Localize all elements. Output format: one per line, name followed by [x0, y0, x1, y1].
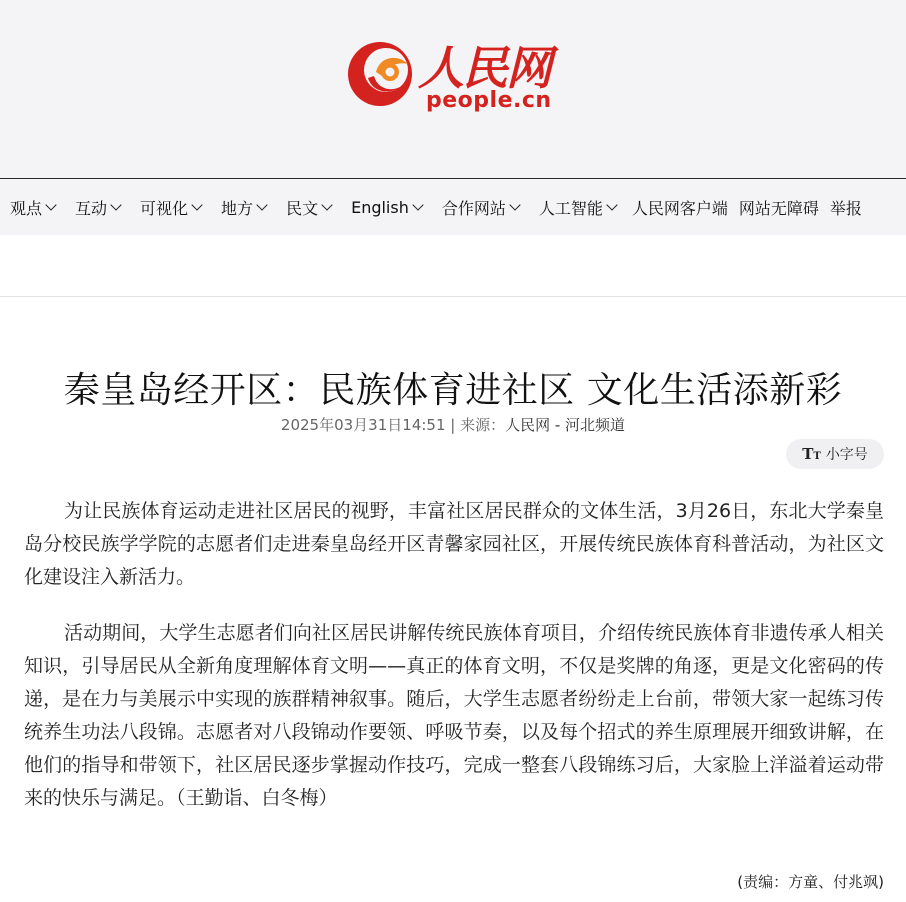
nav-item-label: English	[351, 197, 409, 217]
nav-item-label: 网站无障碍	[738, 198, 819, 218]
people-logo-icon	[346, 34, 418, 120]
chevron-down-icon	[191, 199, 202, 210]
article-body	[24, 495, 884, 838]
nav-item-english[interactable]	[351, 198, 422, 217]
nav-item-opinion[interactable]	[10, 196, 55, 219]
font-size-toggle-label: 小字号	[825, 447, 868, 463]
publish-datetime: 2025年03月31日14:51	[280, 416, 446, 434]
chevron-down-icon	[509, 199, 520, 210]
nav-item-label: 互动	[75, 198, 108, 218]
site-header	[0, 0, 906, 178]
article-meta	[0, 414, 906, 435]
nav-item-client-app[interactable]	[632, 196, 728, 219]
article-paragraph: 活动期间，大学生志愿者们向社区居民讲解传统民族体育项目，介绍传统民族体育非遗传承人相关知识，引导居民从全新角度理解体育文明——真正的体育文明，不仅是奖牌的角逐，更是文化密码的传递，是在力与美展示中实现的族群精神叙事。随后，大学生志愿者纷纷走上台前，带领大家一起练习传统养生功法八段锦。志愿者对八段锦动作要领、呼吸节奏，以及每个招式的养生原理展开细致讲解，在他们的指导和带领下，社区居民逐步掌握动作技巧，完成一整套八段锦练习后，大家脸上洋溢着运动带来的快乐与满足。（王勤诣、白冬梅）	[24, 622, 884, 809]
nav-item-ai[interactable]	[539, 196, 616, 219]
nav-item-accessibility[interactable]	[739, 196, 819, 219]
nav-item-label: 民文	[286, 198, 319, 218]
editor-credit: (责编：方童、付兆飒)	[737, 873, 884, 891]
chevron-down-icon	[321, 199, 332, 210]
font-size-toggle-button[interactable]	[786, 439, 884, 469]
nav-item-report[interactable]	[830, 196, 862, 219]
nav-item-label: 举报	[829, 198, 862, 218]
article-title: 秦皇岛经开区：民族体育进社区 文化生活添新彩	[63, 370, 843, 412]
nav-item-ethnic-languages[interactable]	[286, 196, 331, 219]
source-label: 来源：	[460, 416, 506, 434]
nav-item-partner-sites[interactable]	[442, 196, 519, 219]
nav-item-label: 人民网客户端	[631, 198, 728, 218]
nav-item-local[interactable]	[221, 196, 266, 219]
article-paragraph: 为让民族体育运动走进社区居民的视野，丰富社区居民群众的文体生活，3月26日，东北大学秦皇岛分校民族学学院的志愿者们走进秦皇岛经开区青馨家园社区，开展传统民族体育科普活动，为社区文化建设注入新活力。	[24, 500, 884, 588]
logo-text-cn: 人民网	[418, 41, 550, 95]
chevron-down-icon	[110, 199, 121, 210]
nav-item-label: 观点	[10, 198, 43, 218]
text-size-icon: TT	[802, 445, 821, 463]
chevron-down-icon	[606, 199, 617, 210]
nav-item-label: 可视化	[140, 198, 189, 218]
nav-item-visualization[interactable]	[140, 196, 201, 219]
chevron-down-icon	[256, 199, 267, 210]
chevron-down-icon	[45, 199, 56, 210]
nav-item-label: 地方	[221, 198, 254, 218]
chevron-down-icon	[412, 199, 423, 210]
site-logo[interactable]	[346, 30, 566, 116]
nav-item-label: 人工智能	[538, 198, 603, 218]
logo-text-domain: people.cn	[426, 88, 552, 113]
source-link[interactable]: 人民网 - 河北频道	[505, 416, 626, 434]
nav-item-interaction[interactable]	[75, 196, 120, 219]
main-nav	[0, 178, 906, 235]
section-divider	[0, 296, 906, 297]
nav-item-label: 合作网站	[441, 198, 506, 218]
meta-separator: |	[445, 416, 461, 434]
